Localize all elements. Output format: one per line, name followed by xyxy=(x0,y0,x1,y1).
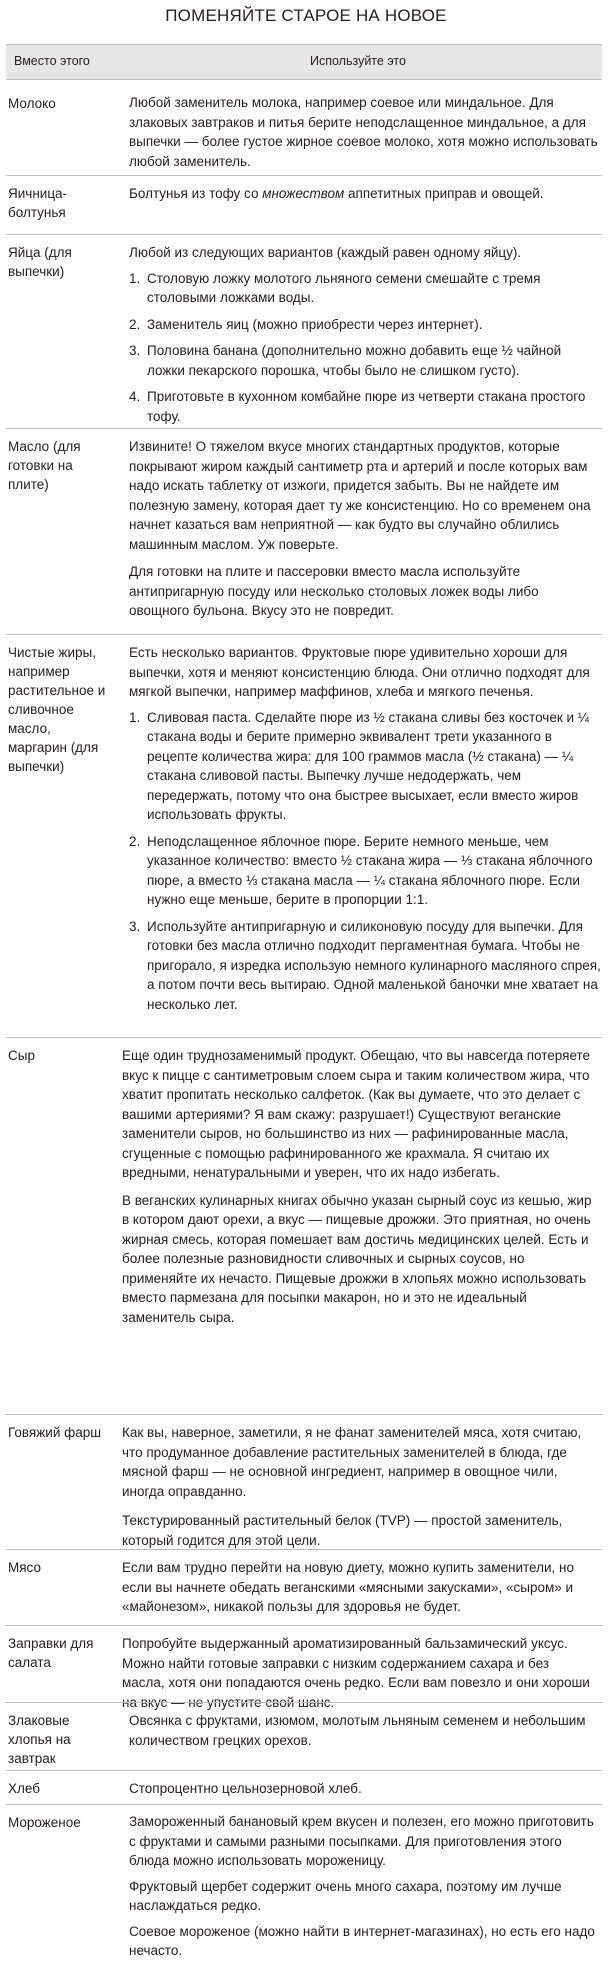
paragraph: Любой заменитель молока, например соевое или миндальное. Для злаковых завтраков и питья берите неподслащенное миндальное, а для выпечки — более густое жирное соевое молоко, хотя можно использовать любой заменитель. xyxy=(129,95,598,169)
paragraph: Текстурированный растительный белок (TVP) — простой заменитель, который годится для этой цели. xyxy=(122,1513,563,1548)
paragraph: Есть несколько вариантов. Фруктовые пюре удивительно хороши для выпечки, хотя и меняют консистенцию блюда. Они отлично подходят для мягкой выпечки, например маффинов, хлеба и мягкого печенья. xyxy=(129,645,590,699)
row-content-cereal xyxy=(129,1711,601,1750)
list-item: 1. Столовую ложку молотого льняного семени смешайте с тремя столовыми ложками воды. xyxy=(129,270,541,305)
row-content-ice-cream xyxy=(129,1812,601,1961)
paragraph: Болтунья из тофу со множеством аппетитных приправ и овощей. xyxy=(129,186,544,201)
paragraph: Замороженный банановый крем вкусен и полезен, его можно приготовить с фруктами и самыми разными посыпками. Для приготовления этого блюда можно использовать мороженицу. xyxy=(129,1814,594,1868)
row-label-ice-cream: Мороженое xyxy=(8,1815,81,1830)
paragraph: Еще один труднозаменимый продукт. Обещаю, что вы навсегда потеряете вкус к пицце с сантиметровым слоем сыра и таким количеством жира, что хватит пропитать несколько салфеток. (Как вы думаете, что это делает с вашими артериями? Я вам скажу: разрушает!) Существуют веганские заменители сыров, но большинство из них — рафинированные масла, сгущенные с помощью рафинированного же крахмала. Я считаю их вредными, ненатуральными и уверен, что их надо избегать. xyxy=(122,1048,591,1180)
paragraph: Фруктовый щербет содержит очень много сахара, поэтому им лучше наслаждаться редко. xyxy=(129,1878,562,1913)
row-content-eggs-baking xyxy=(129,243,601,433)
row-label-cereal: Злаковые хлопья на завтрак xyxy=(8,1713,71,1766)
paragraph: Попробуйте выдержанный ароматизированный бальзамический уксус. Можно найти готовые заправки с низким содержанием сахара и без масла, хотя они попадаются очень редко. Если вам повезло и они хороши на вкус — не упустите свой шанс. xyxy=(122,1636,590,1710)
row-label-cheese: Сыр xyxy=(8,1048,35,1063)
row-label-salad-dressing: Заправки для салата xyxy=(8,1636,94,1670)
row-divider xyxy=(6,1770,602,1771)
list-item: 4. Приготовьте в кухонном комбайне пюре из четверти стакана простого тофу. xyxy=(129,389,586,424)
row-divider xyxy=(6,1414,602,1415)
row-label-meat: Мясо xyxy=(8,1560,41,1575)
row-label-pure-fats: Чистые жиры, например растительное и сливочное масло, маргарин (для выпечки) xyxy=(8,645,106,774)
header-col-instead: Вместо этого xyxy=(14,54,90,68)
paragraph: Любой из следующих вариантов (каждый равен одному яйцу). xyxy=(129,245,522,260)
header-col-use: Используйте это xyxy=(310,54,406,68)
row-content-oil-stovetop xyxy=(129,437,601,621)
paragraph: Если вам трудно перейти на новую диету, можно купить заменители, но если вы начнете обедать веганскими «мясными закусками», «сыром» и «майонезом», никакой пользы для здоровья не будет. xyxy=(122,1560,574,1614)
list-item: 3. Половина банана (дополнительно можно добавить еще ½ чайной ложки пекарского порошка, чтобы было не слишком густо). xyxy=(129,343,562,378)
paragraph: Как вы, наверное, заметили, я не фанат заменителей мяса, хотя считаю, что продуманное добавление растительных заменителей в блюда, где мясной фарш — не основной ингредиент, например в овощное чили, иногда оправданно. xyxy=(122,1425,582,1499)
options-list xyxy=(129,269,601,427)
paragraph: Для готовки на плите и пассеровки вместо масла используйте антипригарную посуду или несколько столовых ложек воды либо овощного бульона. Вкусу это не повредит. xyxy=(129,564,539,618)
row-content-cheese xyxy=(122,1046,594,1327)
table-header xyxy=(6,44,602,80)
list-item: 2. Неподслащенное яблочное пюре. Берите немного меньше, чем указанное количество: вместо ½ стакана жира — ⅓ стакана яблочного пюре, а вместо ⅓ стакана масла — ¼ стакана яблочного пюре. Если нужно еще меньше, берите в пропорции 1:1. xyxy=(129,833,593,907)
row-label-ground-beef: Говяжий фарш xyxy=(8,1425,102,1440)
row-divider xyxy=(6,175,602,176)
row-divider xyxy=(6,1549,602,1550)
row-content-pure-fats xyxy=(129,643,601,1021)
options-list xyxy=(129,708,601,1015)
row-content-milk xyxy=(129,93,601,171)
row-divider xyxy=(6,1702,602,1703)
paragraph: Стопроцентно цельнозерновой хлеб. xyxy=(129,1781,362,1796)
list-item: 2. Заменитель яиц (можно приобрести через интернет). xyxy=(129,316,483,332)
row-divider xyxy=(6,1037,602,1038)
row-content-bread xyxy=(129,1779,601,1799)
row-content-meat xyxy=(122,1558,594,1617)
paragraph: Извините! О тяжелом вкусе многих стандартных продуктов, которые покрывают жиром каждый сантиметр рта и артерий и после которых вам надо искать таблетку от изжоги, придется забыть. Вы не найдете им полезную замену, которая дает ту же консистенцию. Но со временем она начнет казаться вам неприятной — как будто вы случайно облились машинным маслом. Уж поверьте. xyxy=(129,439,591,552)
row-divider xyxy=(6,428,602,429)
row-content-scrambled-eggs xyxy=(129,184,601,204)
list-item: 1. Сливовая паста. Сделайте пюре из ½ стакана сливы без косточек и ¼ стакана воды и берите примерно эквивалент трети указанного в рецепте количества жира: для 100 граммов масла (½ стакана) — ¼ стакана сливовой пасты. Выпечку лучше недодержать, чем передержать, потому что она быстрее высыхает, если вместо жиров использовать фрукты. xyxy=(129,709,590,822)
paragraph: Соевое мороженое (можно найти в интернет-магазинах), но есть его надо нечасто. xyxy=(129,1923,595,1958)
row-label-scrambled-eggs: Яичница-болтунья xyxy=(8,186,68,220)
row-label-milk: Молоко xyxy=(8,96,56,111)
row-label-eggs-baking: Яйца (для выпечки) xyxy=(8,245,72,279)
page-title: ПОМЕНЯЙТЕ СТАРОЕ НА НОВОЕ xyxy=(165,6,447,25)
row-content-ground-beef xyxy=(122,1423,594,1550)
row-divider xyxy=(6,634,602,635)
row-divider xyxy=(6,234,602,235)
row-divider xyxy=(6,1625,602,1626)
row-label-oil-stovetop: Масло (для готовки на плите) xyxy=(8,439,81,492)
row-content-salad-dressing xyxy=(122,1634,594,1712)
row-divider xyxy=(6,1804,602,1805)
row-label-bread: Хлеб xyxy=(8,1781,40,1796)
list-item: 3. Используйте антипригарную и силиконовую посуду для выпечки. Для готовки без масла отлично подходит пергаментная бумага. Чтобы не пригорало, я изредка использую немного кулинарного масляного спрея, а потом почти весь вытираю. Одной маленькой баночки мне хватает на несколько лет. xyxy=(129,918,601,1012)
paragraph: В веганских кулинарных книгах обычно указан сырный соус из кешью, жир в котором дают орехи, а вкус — пищевые дрожжи. Это приятная, но очень жирная смесь, которая помешает вам достичь медицинских целей. Есть и более полезные разновидности сливочных и сырных соусов, но применяйте их нечасто. Пищевые дрожжи в хлопьях можно использовать вместо пармезана для посыпки макарон, но и это не идеальный заменитель сыра. xyxy=(122,1192,592,1325)
paragraph: Овсянка с фруктами, изюмом, молотым льняным семенем и небольшим количеством грецких орехов. xyxy=(129,1713,586,1748)
